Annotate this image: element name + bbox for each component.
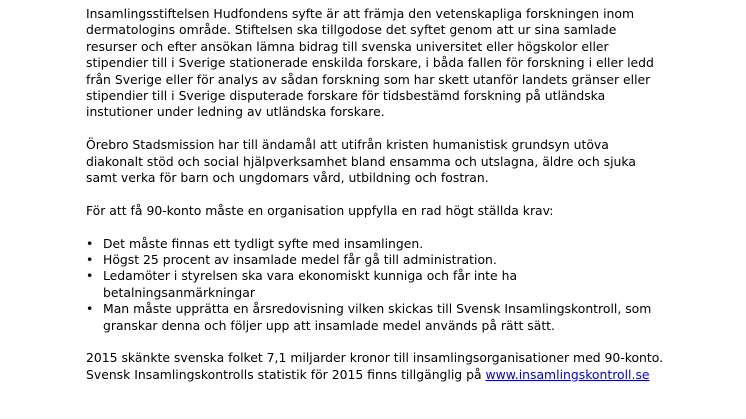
text-line: diakonalt stöd och social hjälpverksamhet bland ensamma och utslagna, äldre och sjuka (86, 153, 636, 169)
list-item (86, 301, 686, 334)
text-line: samt verka för barn och ungdomars vård, utbildning och fostran. (86, 170, 489, 186)
paragraph-spacer (86, 186, 686, 202)
paragraph-requirements-intro (86, 203, 686, 219)
bullet-icon: • (86, 252, 94, 268)
list-item (86, 252, 686, 268)
requirements-list (86, 236, 686, 334)
text-line: För att få 90-konto måste en organisation uppfylla en rad högt ställda krav: (86, 202, 554, 218)
paragraph-spacer (86, 121, 686, 137)
list-item (86, 268, 686, 301)
paragraph-spacer (86, 219, 686, 235)
list-item (86, 236, 686, 252)
bullet-icon: • (86, 301, 94, 317)
text-line: resurser och efter ansökan lämna bidrag till svenska universitet eller högskolor eller (86, 38, 609, 54)
bullet-icon: • (86, 268, 94, 284)
text-line: dermatologins område. Stiftelsen ska tillgodose det syftet genom att ur sina samlade (86, 22, 617, 38)
text-line: Högst 25 procent av insamlade medel får gå till administration. (103, 252, 497, 268)
text-line: Ledamöter i styrelsen ska vara ekonomiskt kunniga och får inte ha (103, 268, 518, 284)
paragraph-hudfonden (86, 6, 686, 121)
paragraph-stadsmission (86, 137, 686, 186)
text-line: Insamlingsstiftelsen Hudfondens syfte är att främja den vetenskapliga forskningen inom (86, 6, 635, 21)
text-line: stipendier till i Sverige stationerade enskilda forskare, i båda fallen för forskning i eller ledd (86, 55, 654, 71)
text-line: stipendier till i Sverige disputerade forskare för tidsbestämd forskning på utländska (86, 88, 606, 104)
text-line: 2015 skänkte svenska folket 7,1 miljarder kronor till insamlingsorganisationer med 90-konto. (86, 350, 664, 366)
text-line: instutioner under ledning av utländska forskare. (86, 104, 385, 120)
paragraph-statistics (86, 350, 686, 383)
bullet-icon: • (86, 235, 94, 251)
text-line (86, 367, 686, 383)
insamlingskontroll-link[interactable]: www.insamlingskontroll.se (485, 366, 650, 382)
text-line: granskar denna och följer upp att insamlade medel används på rätt sätt. (103, 317, 555, 333)
document-body (86, 6, 686, 383)
text-line: Man måste upprätta en årsredovisning vilken skickas till Svensk Insamlingskontroll, som (103, 301, 652, 317)
paragraph-spacer (86, 334, 686, 350)
text-line: från Sverige eller för analys av sådan forskning som har skett utanför landets gränser eller (86, 71, 651, 87)
text-line: betalningsanmärkningar (103, 284, 255, 300)
text-line: Det måste finnas ett tydligt syfte med insamlingen. (103, 235, 424, 251)
text-fragment: Svensk Insamlingskontrolls statistik för 2015 finns tillgänglig på (86, 366, 486, 382)
text-line: Örebro Stadsmission har till ändamål att utifrån kristen humanistisk grundsyn utöva (86, 137, 609, 153)
